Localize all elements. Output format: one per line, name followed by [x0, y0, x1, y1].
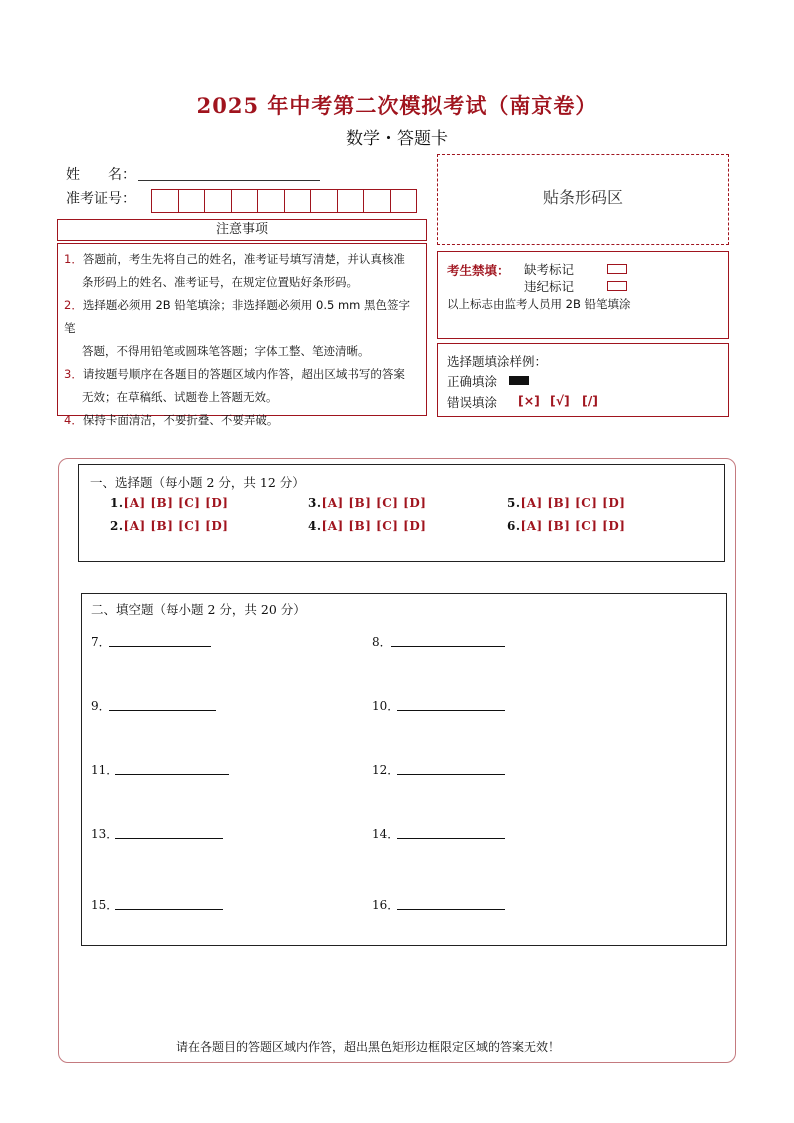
fill-in-blank-section: [81, 593, 727, 946]
choice-options[interactable]: [A] [B] [C] [D]: [321, 496, 427, 510]
id-digit-box[interactable]: [311, 190, 338, 212]
notice-item: [64, 294, 420, 340]
choice-question-1[interactable]: [110, 496, 228, 510]
notice-item: [64, 409, 420, 432]
choice-options[interactable]: [A] [B] [C] [D]: [520, 519, 626, 533]
question-number: 6.: [507, 519, 521, 533]
choice-options[interactable]: [A] [B] [C] [D]: [321, 519, 427, 533]
section2-title: 二、填空题（每小题 2 分，共 20 分）: [91, 602, 306, 617]
id-number-boxes[interactable]: [151, 189, 417, 213]
choice-question-3[interactable]: [308, 496, 426, 510]
question-number: 4.: [308, 519, 322, 533]
answer-blank-14[interactable]: [397, 838, 505, 839]
wrong-mark-check: [√]: [550, 393, 570, 408]
notice-text: 保持卡面清洁，不要折叠、不要弄破。: [82, 413, 279, 427]
wrong-fill-label: 错误填涂: [447, 395, 498, 410]
absent-mark-box[interactable]: [607, 264, 627, 274]
notice-text: 请按题号顺序在各题目的答题区域内作答，超出区域书写的答案: [82, 367, 405, 381]
answer-blank-16[interactable]: [397, 909, 505, 910]
correct-fill-mark: [509, 376, 529, 385]
notice-number: 3．: [64, 367, 83, 381]
id-digit-box[interactable]: [285, 190, 312, 212]
blank-number: 12．: [372, 763, 400, 777]
forbidden-label: 考生禁填：: [447, 263, 510, 278]
choice-question-5[interactable]: [507, 496, 625, 510]
answer-blank-8[interactable]: [391, 646, 505, 647]
notice-item-cont: 答题，不得用铅笔或圆珠笔答题；字体工整、笔迹清晰。: [82, 344, 370, 358]
notice-item-cont: 无效；在草稿纸、试题卷上答题无效。: [82, 390, 278, 404]
notice-text: 答题前，考生先将自己的姓名，准考证号填写清楚，并认真核准: [82, 252, 405, 266]
blank-number: 13．: [91, 827, 119, 841]
id-digit-box[interactable]: [152, 190, 179, 212]
proctor-marks-box: [437, 251, 729, 339]
fill-sample-box: [437, 343, 729, 417]
absent-mark-label: 缺考标记: [524, 262, 575, 277]
question-number: 1.: [110, 496, 124, 510]
name-label: 姓 名：: [66, 167, 136, 183]
answer-blank-12[interactable]: [397, 774, 505, 775]
choice-options[interactable]: [A] [B] [C] [D]: [520, 496, 626, 510]
question-number: 3.: [308, 496, 322, 510]
answer-blank-13[interactable]: [115, 838, 223, 839]
id-digit-box[interactable]: [205, 190, 232, 212]
blank-number: 10．: [372, 699, 400, 713]
violation-mark-label: 违纪标记: [524, 279, 575, 294]
answer-blank-10[interactable]: [397, 710, 505, 711]
id-digit-box[interactable]: [258, 190, 285, 212]
answer-blank-11[interactable]: [115, 774, 229, 775]
notice-box: [57, 243, 427, 427]
blank-number: 14．: [372, 827, 400, 841]
id-label: 准考证号：: [66, 191, 136, 207]
answer-blank-15[interactable]: [115, 909, 223, 910]
blank-number: 15．: [91, 898, 119, 912]
blank-number: 11．: [91, 763, 119, 777]
notice-number: 1．: [64, 252, 83, 266]
question-number: 2.: [110, 519, 124, 533]
wrong-mark-slash: [/]: [582, 393, 598, 408]
choice-question-2[interactable]: [110, 519, 228, 533]
footer-warning: 请在各题目的答题区域内作答，超出黑色矩形边框限定区域的答案无效！: [175, 1040, 560, 1054]
name-field[interactable]: [138, 180, 320, 181]
answer-blank-9[interactable]: [109, 710, 216, 711]
choice-options[interactable]: [A] [B] [C] [D]: [123, 519, 229, 533]
choice-options[interactable]: [A] [B] [C] [D]: [123, 496, 229, 510]
id-digit-box[interactable]: [179, 190, 206, 212]
notice-number: 4．: [64, 413, 83, 427]
question-number: 5.: [507, 496, 521, 510]
notice-number: 2．: [64, 298, 83, 312]
id-digit-box[interactable]: [338, 190, 365, 212]
id-digit-box[interactable]: [391, 190, 417, 212]
blank-number: 7．: [91, 635, 111, 649]
choice-question-4[interactable]: [308, 519, 426, 533]
correct-fill-label: 正确填涂: [447, 374, 498, 389]
wrong-mark-cross: [×]: [518, 393, 540, 408]
id-digit-box[interactable]: [364, 190, 391, 212]
exam-subtitle: 数学・答题卡: [346, 129, 448, 149]
notice-heading: 注意事项: [57, 219, 427, 241]
fill-sample-heading: 选择题填涂样例：: [447, 354, 548, 369]
notice-item-cont: 条形码上的姓名、准考证号，在规定位置贴好条形码。: [82, 275, 358, 289]
answer-blank-7[interactable]: [109, 646, 211, 647]
proctor-note: 以上标志由监考人员用 2B 铅笔填涂: [447, 297, 631, 311]
id-digit-box[interactable]: [232, 190, 259, 212]
multiple-choice-section: [78, 464, 725, 562]
choice-question-6[interactable]: [507, 519, 625, 533]
violation-mark-box[interactable]: [607, 281, 627, 291]
blank-number: 8．: [372, 635, 392, 649]
notice-item: [64, 248, 420, 271]
exam-title: 2025 年中考第二次模拟考试（南京卷）: [196, 93, 598, 118]
notice-item: [64, 363, 420, 386]
notice-text: 选择题必须用 2B 铅笔填涂；非选择题必须用 0.5 mm 黑色签字笔: [64, 298, 411, 335]
blank-number: 9．: [91, 699, 111, 713]
blank-number: 16．: [372, 898, 400, 912]
section1-title: 一、选择题（每小题 2 分，共 12 分）: [90, 475, 305, 490]
barcode-area: 贴条形码区: [437, 154, 729, 245]
